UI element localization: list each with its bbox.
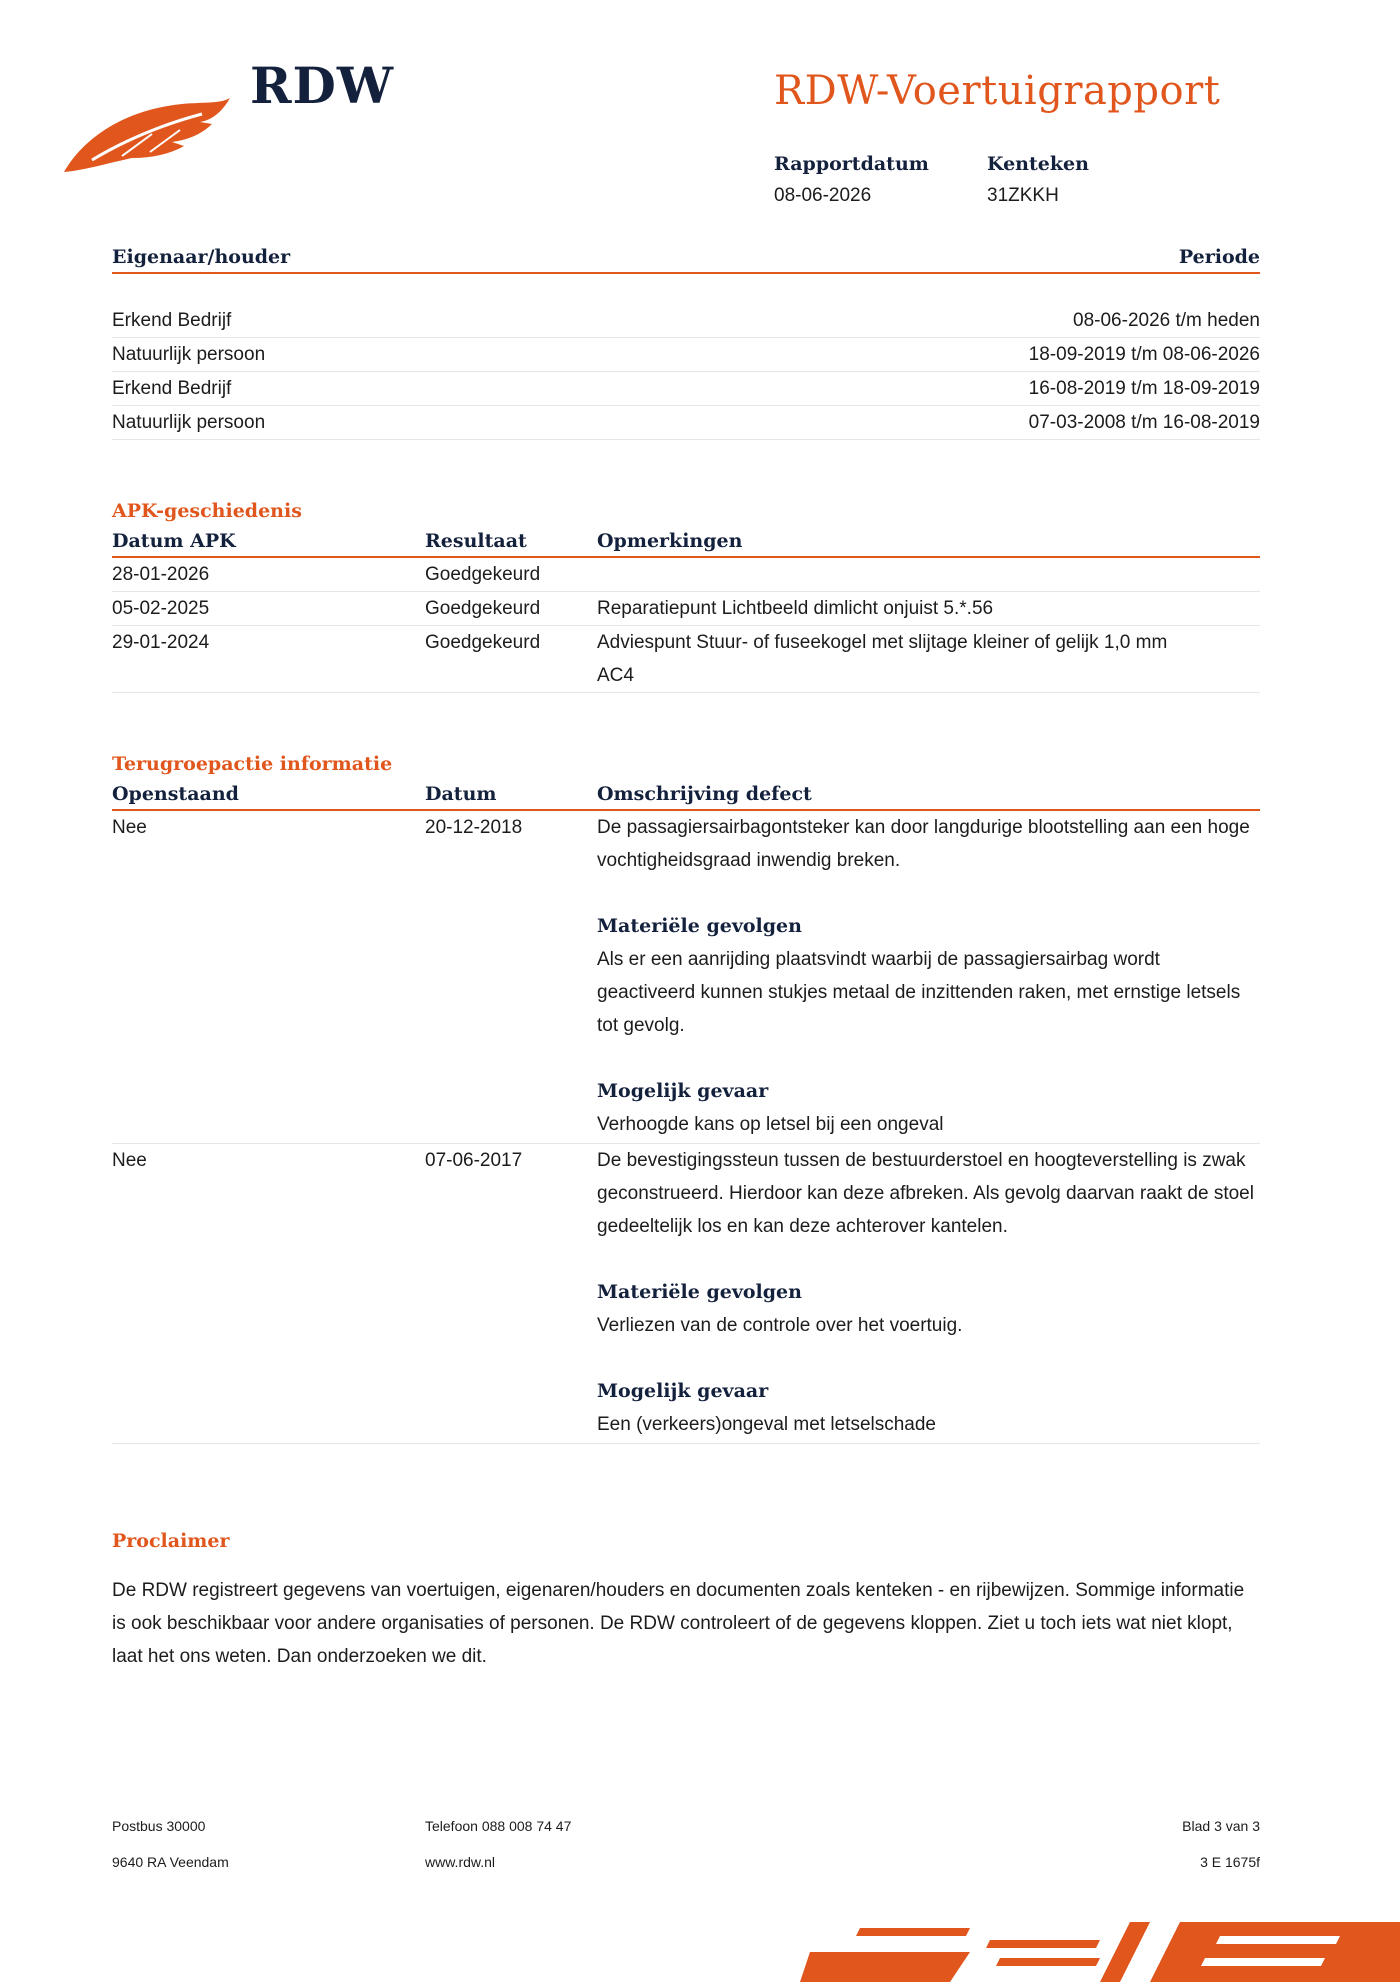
col-apk-result: Resultaat <box>425 530 527 552</box>
recall-date: 07-06-2017 <box>425 1150 523 1171</box>
report-date-value: 08-06-2026 <box>774 185 872 206</box>
owner-period: 07-03-2008 t/m 16-08-2019 <box>1028 412 1260 433</box>
table-row <box>112 338 1260 372</box>
footer-page-number: Blad 3 van 3 <box>1182 1818 1260 1834</box>
proclaimer-text: De RDW registreert gegevens van voertuigen, eigenaren/houders en documenten zoals kenteken - en rijbewijzen. Sommige informatie is ook beschikbaar voor andere organisaties of personen. De RDW controleert of de gegevens kloppen. Ziet u toch iets wat niet klopt, laat het ons weten. Dan onderzoeken we dit. <box>112 1580 1245 1667</box>
footer-web[interactable]: www.rdw.nl <box>425 1854 496 1870</box>
table-row <box>112 811 1260 1144</box>
apk-table-header <box>112 530 1260 558</box>
recall-title: Terugroepactie informatie <box>112 753 393 775</box>
apk-date: 05-02-2025 <box>112 598 210 619</box>
col-apk-remarks: Opmerkingen <box>597 530 743 552</box>
proclaimer-title: Proclaimer <box>112 1530 230 1552</box>
owner-rows <box>112 304 1260 440</box>
rdw-feather-logo-icon <box>62 90 232 180</box>
plate-value: 31ZKKH <box>987 185 1059 206</box>
recall-defect: De passagiersairbagontsteker kan door langdurige blootstelling aan een hoge vochtigheidsgraad inwendig breken. <box>597 817 1250 871</box>
report-date-label: Rapportdatum <box>774 153 929 175</box>
proclaimer-section <box>112 1530 1260 1673</box>
apk-title: APK-geschiedenis <box>112 500 302 522</box>
recall-description <box>597 1144 1260 1441</box>
table-row <box>112 626 1260 693</box>
danger-heading: Mogelijk gevaar <box>597 1080 769 1102</box>
consequences-heading: Materiële gevolgen <box>597 1281 802 1303</box>
table-row <box>112 304 1260 338</box>
owner-history-section <box>112 246 1260 440</box>
footer-document-code: 3 E 1675f <box>1200 1854 1260 1870</box>
table-row <box>112 372 1260 406</box>
recall-open: Nee <box>112 1150 147 1171</box>
report-title: RDW-Voertuigrapport <box>774 68 1221 114</box>
recall-open: Nee <box>112 817 147 838</box>
table-row <box>112 558 1260 592</box>
apk-result: Goedgekeurd <box>425 632 541 653</box>
col-recall-open: Openstaand <box>112 783 239 805</box>
owner-period: 18-09-2019 t/m 08-06-2026 <box>1028 344 1260 365</box>
owner-table-header <box>112 246 1260 274</box>
col-recall-date: Datum <box>425 783 497 805</box>
danger-heading: Mogelijk gevaar <box>597 1380 769 1402</box>
owner-type: Natuurlijk persoon <box>112 412 266 433</box>
logo-text: RDW <box>250 56 395 115</box>
apk-remarks: Adviespunt Stuur- of fuseekogel met slijtage kleiner of gelijk 1,0 mm AC4 <box>597 632 1168 686</box>
plate-label: Kenteken <box>987 153 1089 175</box>
recall-section <box>112 753 1260 1444</box>
footer-postbus: Postbus 30000 <box>112 1818 206 1834</box>
table-row <box>112 592 1260 626</box>
table-row <box>112 406 1260 440</box>
owner-period: 08-06-2026 t/m heden <box>1073 310 1260 331</box>
apk-result: Goedgekeurd <box>425 564 541 585</box>
col-apk-date: Datum APK <box>112 530 236 552</box>
recall-defect: De bevestigingssteun tussen de bestuurderstoel en hoogteverstelling is zwak geconstrueerd. Hierdoor kan deze afbreken. Als gevolg daarvan raakt de stoel gedeeltelijk los en kan deze achterover kantelen. <box>597 1150 1254 1237</box>
recall-consequences: Verliezen van de controle over het voertuig. <box>597 1315 963 1336</box>
footer-city: 9640 RA Veendam <box>112 1854 229 1870</box>
col-recall-desc: Omschrijving defect <box>597 783 812 805</box>
apk-date: 29-01-2024 <box>112 632 210 653</box>
owner-period: 16-08-2019 t/m 18-09-2019 <box>1028 378 1260 399</box>
owner-type: Erkend Bedrijf <box>112 310 232 331</box>
recall-consequences: Als er een aanrijding plaatsvindt waarbij de passagiersairbag wordt geactiveerd kunnen stukjes metaal de inzittenden raken, met ernstige letsels tot gevolg. <box>597 949 1241 1036</box>
owner-type: Natuurlijk persoon <box>112 344 266 365</box>
owner-type: Erkend Bedrijf <box>112 378 232 399</box>
apk-date: 28-01-2026 <box>112 564 210 585</box>
footer-phone: Telefoon 088 008 74 47 <box>425 1818 572 1834</box>
apk-result: Goedgekeurd <box>425 598 541 619</box>
apk-remarks <box>597 558 1260 591</box>
recall-danger: Verhoogde kans op letsel bij een ongeval <box>597 1114 944 1135</box>
apk-remarks: Reparatiepunt Lichtbeeld dimlicht onjuist 5.*.56 <box>597 598 994 619</box>
consequences-heading: Materiële gevolgen <box>597 915 802 937</box>
recall-danger: Een (verkeers)ongeval met letselschade <box>597 1414 937 1435</box>
recall-date: 20-12-2018 <box>425 817 523 838</box>
footer-stripes-decoration-icon <box>800 1922 1400 1982</box>
apk-history-section <box>112 500 1260 693</box>
recall-description <box>597 811 1260 1141</box>
col-owner: Eigenaar/houder <box>112 246 291 268</box>
col-period: Periode <box>1178 246 1260 268</box>
table-row <box>112 1144 1260 1444</box>
recall-table-header <box>112 783 1260 811</box>
